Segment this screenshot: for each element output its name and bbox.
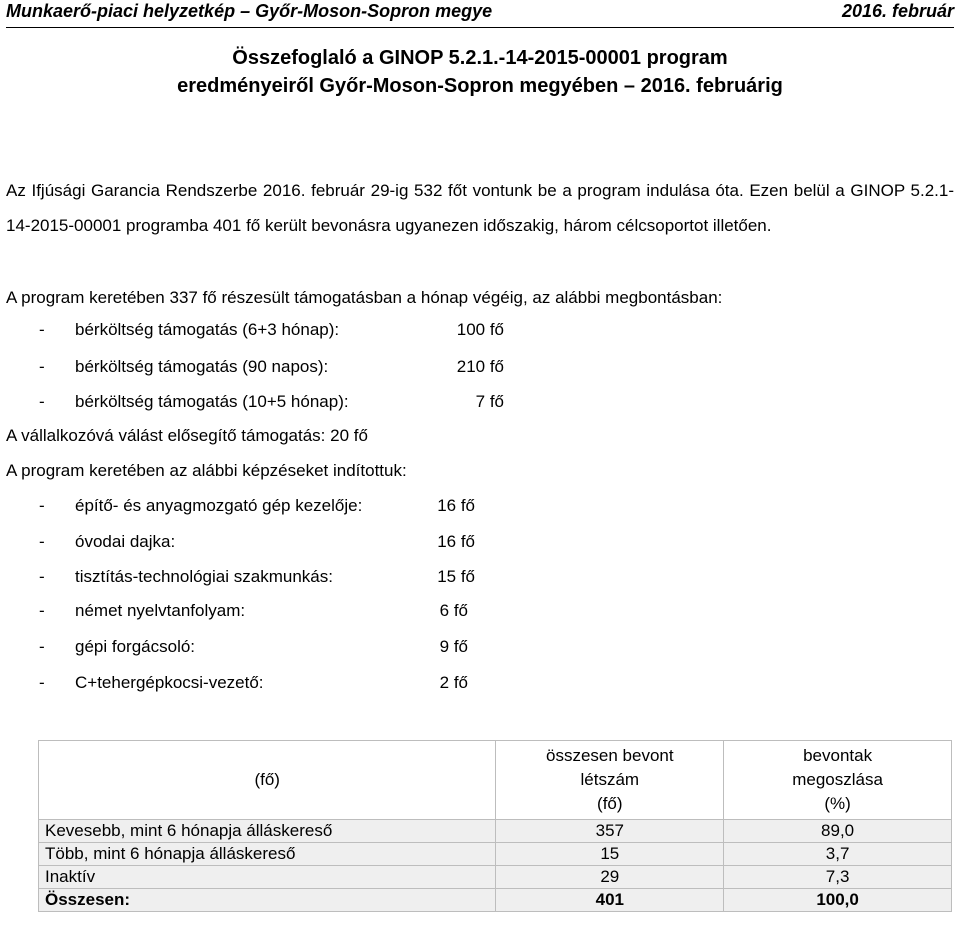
title-line-2: eredményeiről Győr-Moson-Sopron megyében – 2016. februárig xyxy=(177,75,783,97)
support-item-value: 7 fő xyxy=(475,392,504,411)
training-item-value: 16 fő xyxy=(437,532,475,551)
row-percent: 89,0 xyxy=(724,820,952,843)
support-intro: A program keretében 337 fő részesült támogatásban a hónap végéig, az alábbi megbontásban: xyxy=(6,288,723,307)
support-item-value: 210 fő xyxy=(456,357,504,376)
header-total-line: létszám xyxy=(580,770,640,789)
list-dash: - xyxy=(39,637,45,656)
training-item-value: 6 fő xyxy=(439,601,468,620)
row-label: Kevesebb, mint 6 hónapja álláskereső xyxy=(39,820,496,843)
total-percent: 100,0 xyxy=(724,889,952,912)
support-item-label: bérköltség támogatás (90 napos): xyxy=(75,357,329,376)
header-share-line: megoszlása xyxy=(792,770,883,789)
list-dash: - xyxy=(39,567,45,586)
training-item-label: óvodai dajka: xyxy=(75,532,176,551)
table-total-row xyxy=(39,889,952,912)
training-item-value: 2 fő xyxy=(439,673,468,692)
row-percent: 3,7 xyxy=(724,843,952,866)
training-item-label: gépi forgácsoló: xyxy=(75,637,196,656)
document-title xyxy=(0,44,960,100)
row-label: Több, mint 6 hónapja álláskereső xyxy=(39,843,496,866)
row-percent: 7,3 xyxy=(724,866,952,889)
total-count: 401 xyxy=(496,889,724,912)
training-item-value: 9 fő xyxy=(439,637,468,656)
header-title: Munkaerő-piaci helyzetkép – Győr-Moson-Sopron megye xyxy=(6,1,493,21)
training-item-label: építő- és anyagmozgató gép kezelője: xyxy=(75,496,363,515)
list-dash: - xyxy=(39,392,45,411)
header-total-line: összesen bevont xyxy=(546,746,674,765)
header-share-line: bevontak xyxy=(803,746,873,765)
header-date: 2016. február xyxy=(841,1,954,21)
training-item-value: 15 fő xyxy=(437,567,475,586)
support-item-label: bérköltség támogatás (10+5 hónap): xyxy=(75,392,349,411)
training-intro: A program keretében az alábbi képzéseket indítottuk: xyxy=(6,461,407,480)
training-item-label: tisztítás-technológiai szakmunkás: xyxy=(75,567,333,586)
header-total-line: (fő) xyxy=(597,794,623,813)
list-dash: - xyxy=(39,496,45,515)
table-row xyxy=(39,820,952,843)
header-share xyxy=(724,741,952,820)
row-count: 357 xyxy=(496,820,724,843)
list-dash: - xyxy=(39,601,45,620)
page-header xyxy=(6,0,954,28)
total-label: Összesen: xyxy=(39,889,496,912)
table-row xyxy=(39,866,952,889)
header-share-line: (%) xyxy=(824,794,851,813)
training-item-value: 16 fő xyxy=(437,496,475,515)
participants-table xyxy=(38,740,952,912)
table-header-row xyxy=(39,741,952,820)
list-dash: - xyxy=(39,532,45,551)
list-dash: - xyxy=(39,357,45,376)
training-item-label: német nyelvtanfolyam: xyxy=(75,601,246,620)
list-dash: - xyxy=(39,320,45,339)
table-row xyxy=(39,843,952,866)
row-count: 15 xyxy=(496,843,724,866)
intro-paragraph: Az Ifjúsági Garancia Rendszerbe 2016. február 29-ig 532 főt vontunk be a program indulása óta. Ezen belül a GINOP 5.2.1-14-2015-00001 programba 401 fő került bevonásra ugyanezen időszakig, három célcsoportot illetően. xyxy=(6,181,954,235)
list-dash: - xyxy=(39,673,45,692)
support-item-value: 100 fő xyxy=(456,320,504,339)
header-total xyxy=(496,741,724,820)
entrepreneur-support: A vállalkozóvá válást elősegítő támogatás: 20 fő xyxy=(6,426,368,445)
training-item-label: C+tehergépkocsi-vezető: xyxy=(75,673,264,692)
header-unit: (fő) xyxy=(39,741,496,820)
row-label: Inaktív xyxy=(39,866,496,889)
support-item-label: bérköltség támogatás (6+3 hónap): xyxy=(75,320,340,339)
row-count: 29 xyxy=(496,866,724,889)
title-line-1: Összefoglaló a GINOP 5.2.1.-14-2015-00001 program xyxy=(232,47,728,69)
